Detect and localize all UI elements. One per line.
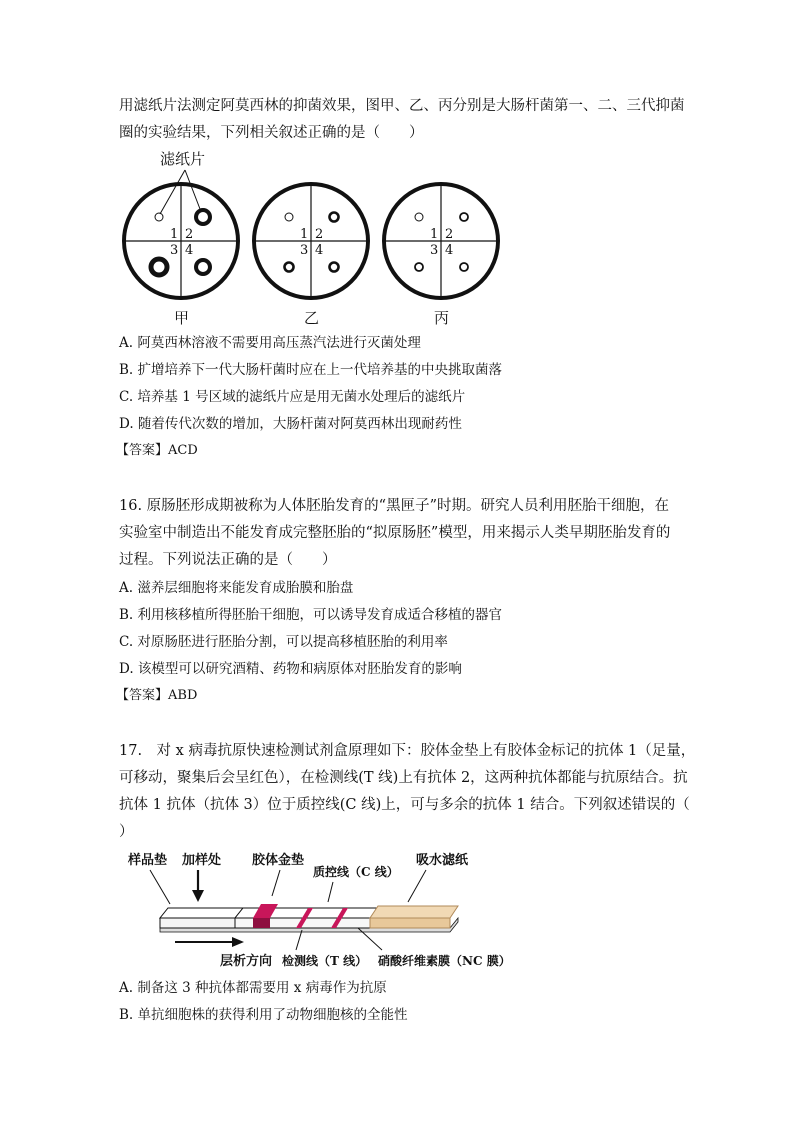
quadrant-4: 4 — [315, 243, 324, 258]
disc-2 — [330, 213, 339, 222]
q16-stem-line-3: 过程。下列说法正确的是（ ） — [119, 552, 337, 568]
label-sample-pad: 样品垫 — [128, 853, 168, 868]
q16-stem-line-1: 16. 原肠胚形成期被称为人体胚胎发育的“黑匣子”时期。研究人员利用胚胎干细胞，在 — [119, 498, 669, 514]
q15-answer: 【答案】ACD — [116, 443, 198, 458]
dish-label-yi: 乙 — [304, 309, 320, 327]
disc-4 — [460, 263, 468, 271]
label-flow-direction: 层析方向 — [220, 954, 273, 969]
disc-3 — [151, 259, 167, 275]
disc-1 — [155, 213, 163, 221]
quadrant-4: 4 — [445, 243, 454, 258]
dish-jia — [124, 184, 238, 327]
disc-1 — [415, 213, 423, 221]
label-control-line: 质控线（C 线） — [313, 865, 399, 879]
quadrant-1: 1 — [170, 227, 179, 242]
quadrant-3: 3 — [170, 243, 179, 258]
quadrant-2: 2 — [445, 227, 454, 242]
q16-option-d: D. 该模型可以研究酒精、药物和病原体对胚胎发育的影响 — [119, 661, 462, 677]
q15-option-c: C. 培养基 1 号区域的滤纸片应是用无菌水处理后的滤纸片 — [119, 389, 466, 405]
absorbent-paper — [370, 906, 458, 918]
dish-label-jia: 甲 — [174, 309, 190, 327]
q17-stem-line-4: ） — [119, 824, 134, 840]
disc-2 — [460, 213, 468, 221]
dish-label-bing: 丙 — [434, 309, 450, 327]
disc-4 — [330, 263, 339, 272]
q16-stem-line-2: 实验室中制造出不能发育成完整胚胎的“拟原肠胚”模型，用来揭示人类早期胚胎发育的 — [119, 525, 671, 541]
q15-petri-dish-figure — [115, 147, 505, 332]
q15-option-d: D. 随着传代次数的增加，大肠杆菌对阿莫西林出现耐药性 — [119, 416, 462, 432]
q16-option-c: C. 对原肠胚进行胚胎分割，可以提高移植胚胎的利用率 — [119, 634, 448, 650]
q16-option-a: A. 滋养层细胞将来能发育成胎膜和胎盘 — [119, 580, 354, 596]
flow-direction-arrow-icon — [232, 937, 244, 947]
q15-stem-line-2: 圈的实验结果，下列相关叙述正确的是（ ） — [119, 125, 424, 141]
quadrant-2: 2 — [185, 227, 194, 242]
quadrant-3: 3 — [300, 243, 309, 258]
callout-line-2 — [185, 170, 200, 209]
disc-3 — [415, 263, 423, 271]
q17-stem-line-1: 17. 对 x 病毒抗原快速检测试剂盒原理如下：胶体金垫上有胶体金标记的抗体 1（足量， — [119, 743, 696, 759]
q16-answer: 【答案】ABD — [116, 688, 198, 703]
label-absorbent-paper: 吸水滤纸 — [416, 853, 469, 868]
disc-2 — [196, 210, 210, 224]
sample-pad — [160, 908, 243, 918]
label-sample-site: 加样处 — [182, 853, 222, 868]
sample-arrow-icon — [192, 890, 204, 902]
quadrant-1: 1 — [430, 227, 439, 242]
q17-option-b: B. 单抗细胞株的获得利用了动物细胞核的全能性 — [119, 1007, 408, 1023]
label-test-line: 检测线（T 线） — [282, 954, 368, 968]
dish-bing — [384, 184, 498, 327]
q15-option-b: B. 扩增培养下一代大肠杆菌时应在上一代培养基的中央挑取菌落 — [119, 362, 503, 378]
q17-option-a: A. 制备这 3 种抗体都需要用 x 病毒作为抗原 — [119, 980, 387, 996]
q15-stem-line-1: 用滤纸片法测定阿莫西林的抑菌效果，图甲、乙、丙分别是大肠杆菌第一、二、三代抑菌 — [119, 98, 685, 114]
disc-1 — [285, 213, 293, 221]
quadrant-3: 3 — [430, 243, 439, 258]
q17-stem-line-2: 可移动，聚集后会呈红色），在检测线(T 线)上有抗体 2，这两种抗体都能与抗原结合。抗 — [119, 770, 688, 786]
q15-option-a: A. 阿莫西林溶液不需要用高压蒸汽法进行灭菌处理 — [119, 335, 421, 351]
disc-3 — [285, 263, 294, 272]
q17-stem-line-3: 抗体 1 抗体（抗体 3）位于质控线(C 线)上，可与多余的抗体 1 结合。下列叙述错误的（ — [119, 797, 690, 813]
q17-test-strip-figure — [120, 846, 540, 970]
label-nc-membrane: 硝酸纤维素膜（NC 膜） — [378, 954, 511, 968]
dish-yi — [254, 184, 368, 327]
disc-4 — [196, 260, 210, 274]
quadrant-2: 2 — [315, 227, 324, 242]
quadrant-1: 1 — [300, 227, 309, 242]
filter-paper-callout: 滤纸片 — [160, 150, 206, 168]
quadrant-4: 4 — [185, 243, 194, 258]
label-gold-pad: 胶体金垫 — [252, 853, 305, 868]
q16-option-b: B. 利用核移植所得胚胎干细胞，可以诱导发育成适合移植的器官 — [119, 607, 503, 623]
